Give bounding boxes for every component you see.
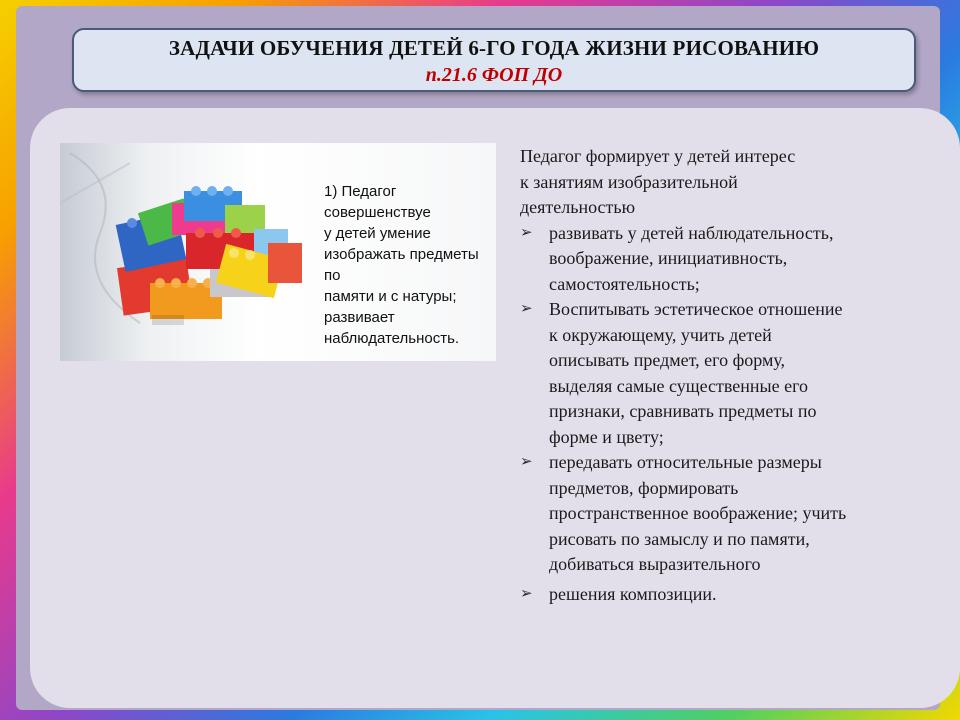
task-list <box>520 221 912 608</box>
chevron-arrow-icon: ➢ <box>520 585 533 602</box>
slide-subtitle: п.21.6 ФОП ДО <box>425 64 563 86</box>
list-item <box>520 221 912 298</box>
list-item-text: развивать у детей наблюдательность, воображение, инициативность, самостоятельность; <box>549 222 834 294</box>
chevron-arrow-icon: ➢ <box>520 301 533 317</box>
chevron-arrow-icon: ➢ <box>520 454 533 470</box>
list-item-text: Воспитывать эстетическое отношение к окружающему, учить детей описывать предмет, его форму, выделяя самые существенные его признаки, сравнивать предметы по форме и цвету; <box>549 299 843 447</box>
list-item-text: решения композиции. <box>549 583 717 604</box>
list-item <box>520 450 912 578</box>
lego-bricks-image <box>60 143 496 361</box>
list-item <box>520 582 912 608</box>
list-item-text: передавать относительные размеры предметов, формировать пространственное воображение; учить рисовать по замыслу и по памяти, добиваться выразительного <box>549 452 847 574</box>
intro-paragraph: Педагог формирует у детей интерес к занятиям изобразительной деятельностью <box>520 146 796 217</box>
slide-title: ЗАДАЧИ ОБУЧЕНИЯ ДЕТЕЙ 6-ГО ГОДА ЖИЗНИ РИСОВАНИЮ <box>168 36 820 60</box>
title-box <box>72 28 916 92</box>
text-column <box>520 144 912 607</box>
chevron-arrow-icon: ➢ <box>520 224 533 241</box>
list-item <box>520 297 912 450</box>
image-caption: 1) Педагог совершенствуе у детей умение изображать предметы по памяти и с натуры; развивает наблюдательность. <box>324 183 479 347</box>
